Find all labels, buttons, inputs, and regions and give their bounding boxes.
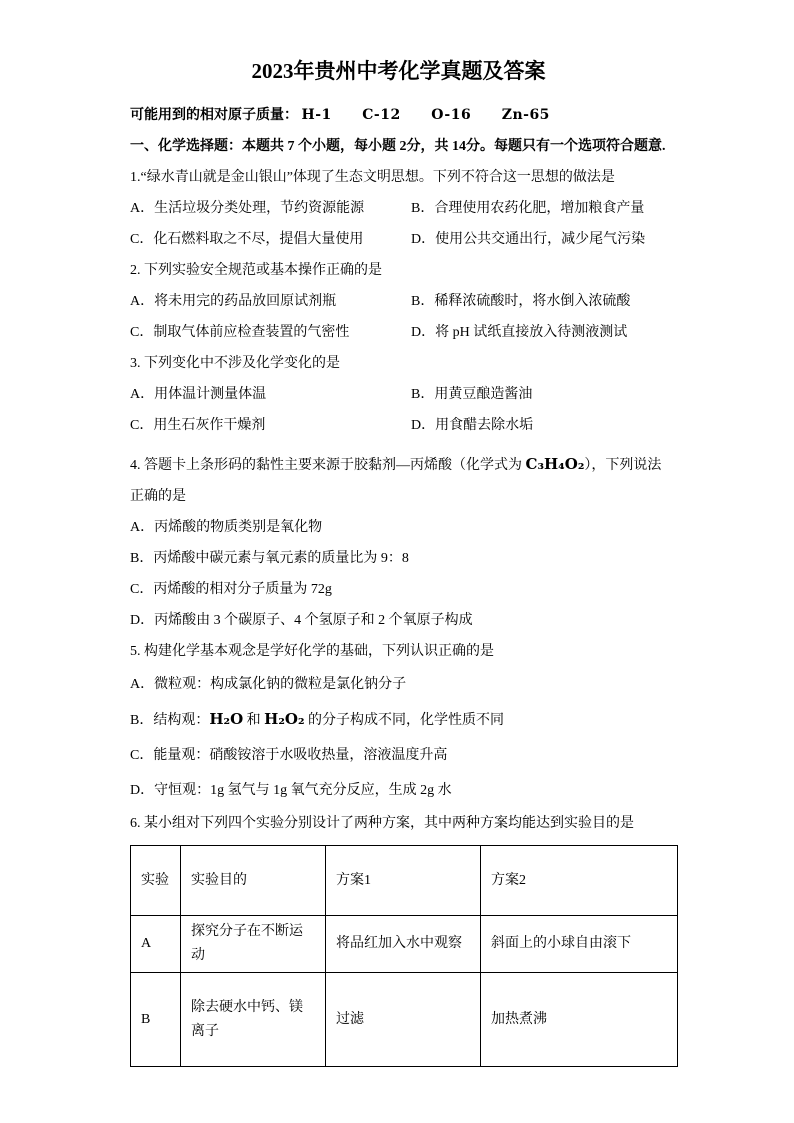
hydrogen-peroxide-formula: H₂O₂ [264, 710, 305, 728]
question-6-stem: 6. 某小组对下列四个实验分别设计了两种方案，其中两种方案均能达到实验目的是 [130, 816, 634, 831]
question-6 [130, 808, 667, 1067]
question-5-option-b [130, 702, 667, 738]
atomic-masses-line [130, 100, 667, 131]
question-2-options-row-1 [130, 286, 667, 317]
question-1-options-row-2 [130, 224, 667, 255]
table-cell-experiment-b: B [131, 973, 181, 1067]
question-5-option-b-text: 的分子构成不同，化学性质不同 [304, 713, 505, 728]
question-2 [130, 255, 667, 348]
question-5 [130, 636, 667, 808]
question-4-stem-text-post: ），下列说法正确的是 [130, 458, 662, 504]
atomic-masses-label: 可能用到的相对原子质量： [130, 108, 298, 123]
table-cell-purpose-b: 除去硬水中钙、镁离子 [181, 973, 326, 1067]
question-4-option-a: A．丙烯酸的物质类别是氧化物 [130, 520, 323, 535]
question-4-option-b: B．丙烯酸中碳元素与氧元素的质量比为 9：8 [130, 551, 409, 566]
question-3-option-a: A．用体温计测量体温 [130, 387, 267, 402]
question-3-option-b: B．用黄豆酿造酱油 [411, 387, 533, 402]
question-4-stem-text-pre: 4. 答题卡上条形码的黏性主要来源于胶黏剂—丙烯酸（化学式为 [130, 458, 526, 473]
question-5-stem: 5. 构建化学基本观念是学好化学的基础，下列认识正确的是 [130, 644, 494, 659]
question-3-stem: 3. 下列变化中不涉及化学变化的是 [130, 356, 340, 371]
question-4-option-c: C．丙烯酸的相对分子质量为 72g [130, 582, 332, 597]
table-cell-purpose-a: 探究分子在不断运动 [181, 916, 326, 973]
experiment-comparison-table [130, 845, 678, 1067]
table-header-row [131, 846, 678, 916]
table-header-experiment: 实验 [131, 846, 181, 916]
atomic-mass-c: C-12 [362, 107, 401, 123]
table-header-plan2: 方案2 [481, 846, 678, 916]
question-1-option-b: B．合理使用农药化肥，增加粮食产量 [411, 201, 645, 216]
table-cell-experiment-a: A [131, 916, 181, 973]
table-cell-plan1-a: 将品红加入水中观察 [326, 916, 481, 973]
question-1 [130, 162, 667, 255]
table-row [131, 973, 678, 1067]
table-cell-plan2-b: 加热煮沸 [481, 973, 678, 1067]
question-4-option-d: D．丙烯酸由 3 个碳原子、4 个氢原子和 2 个氧原子构成 [130, 613, 473, 628]
table-header-plan1: 方案1 [326, 846, 481, 916]
question-3-options-row-2 [130, 410, 667, 441]
question-2-stem: 2. 下列实验安全规范或基本操作正确的是 [130, 263, 382, 278]
atomic-mass-h: H-1 [301, 107, 332, 123]
question-2-option-b: B．稀释浓硫酸时，将水倒入浓硫酸 [411, 294, 631, 309]
section-heading: 一、化学选择题：本题共 7 个小题，每小题 2分，共 14分。每题只有一个选项符合题意. [130, 139, 666, 154]
question-1-option-a: A．生活垃圾分类处理，节约资源能源 [130, 201, 365, 216]
question-5-option-c: C．能量观：硝酸铵溶于水吸收热量，溶液温度升高 [130, 748, 448, 763]
question-3 [130, 348, 667, 441]
question-3-options-row-1 [130, 379, 667, 410]
question-2-options-row-2 [130, 317, 667, 348]
acrylic-acid-formula: C₃H₄O₂ [525, 455, 585, 473]
table-header-purpose: 实验目的 [181, 846, 326, 916]
question-1-options-row-1 [130, 193, 667, 224]
question-3-option-c: C．用生石灰作干燥剂 [130, 418, 266, 433]
question-1-option-c: C．化石燃料取之不尽，提倡大量使用 [130, 232, 364, 247]
document-title: 2023年贵州中考化学真题及答案 [251, 59, 546, 83]
question-5-option-b-mid: 和 [243, 713, 265, 728]
table-row [131, 916, 678, 973]
table-cell-plan1-b: 过滤 [326, 973, 481, 1067]
question-4 [130, 449, 667, 636]
question-1-option-d: D．使用公共交通出行，减少尾气污染 [411, 232, 646, 247]
atomic-mass-o: O-16 [431, 107, 472, 123]
table-cell-plan2-a: 斜面上的小球自由滚下 [481, 916, 678, 973]
question-5-option-b-label: B．结构观： [130, 713, 210, 728]
question-1-stem: 1.“绿水青山就是金山银山”体现了生态文明思想。下列不符合这一思想的做法是 [130, 170, 615, 185]
question-2-option-d: D．将 pH 试纸直接放入待测液测试 [411, 325, 628, 340]
question-2-option-a: A．将未用完的药品放回原试剂瓶 [130, 294, 337, 309]
water-formula: H₂O [209, 710, 244, 728]
atomic-mass-zn: Zn-65 [501, 107, 550, 123]
question-3-option-d: D．用食醋去除水垢 [411, 418, 534, 433]
question-2-option-c: C．制取气体前应检查装置的气密性 [130, 325, 350, 340]
question-5-option-d: D．守恒观：1g 氢气与 1g 氧气充分反应，生成 2g 水 [130, 783, 452, 798]
question-5-option-a: A．微粒观：构成氯化钠的微粒是氯化钠分子 [130, 677, 407, 692]
question-4-stem [130, 449, 667, 512]
